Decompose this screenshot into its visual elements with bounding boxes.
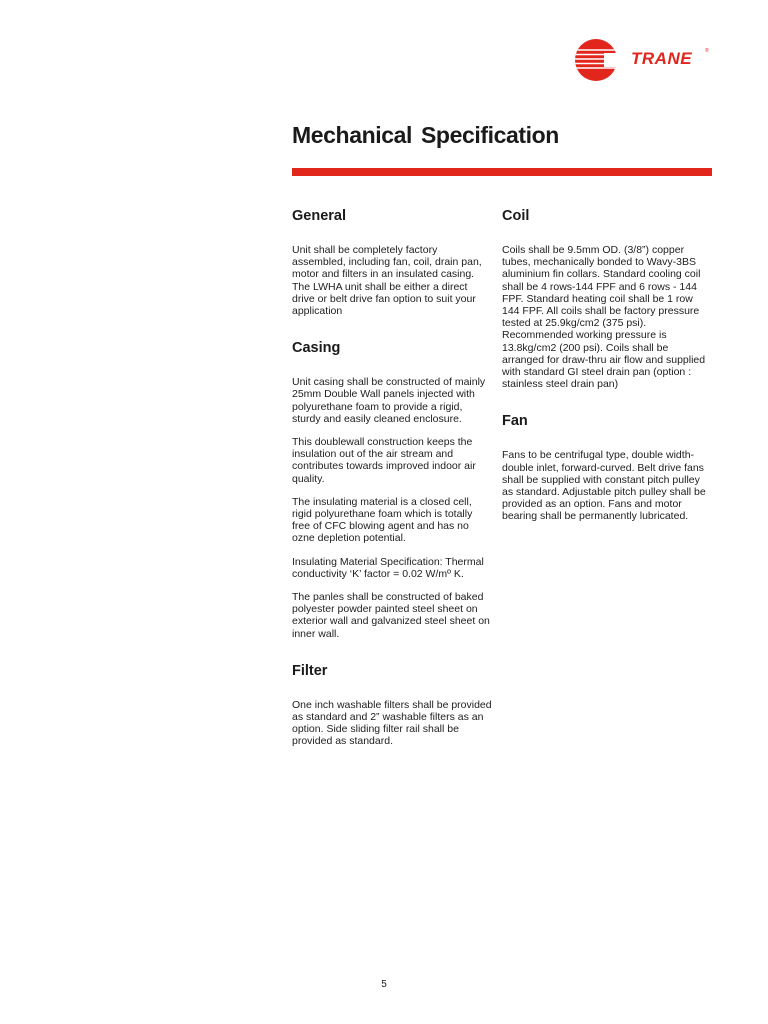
left-column — [292, 206, 492, 748]
section-heading-fan: Fan — [502, 413, 528, 430]
right-column — [502, 206, 712, 523]
section-heading-coil: Coil — [502, 208, 530, 224]
section-heading-general: General — [292, 208, 346, 224]
trane-logo-mark — [574, 38, 628, 82]
registered-mark: ® — [705, 48, 709, 54]
page-number: 5 — [381, 979, 387, 990]
title-rule — [292, 168, 712, 176]
filter-paragraph: One inch washable filters shall be provided as standard and 2” washable filters as an option. Side sliding filter rail shall be provided as standard. — [292, 698, 492, 748]
casing-paragraph-2: This doublewall construction keeps the insulation out of the air stream and contributes towards improved indoor air quality. — [292, 436, 476, 485]
general-paragraph: Unit shall be completely factory assembled, including fan, coil, drain pan, motor and filters in an insulated casing. The LWHA unit shall be either a direct drive or belt drive fan option to suit your application — [292, 244, 482, 318]
casing-paragraph-4: Insulating Material Specification: Thermal conductivity ‘K’ factor = 0.02 W/mº K. — [292, 555, 484, 580]
trane-logo — [574, 38, 714, 82]
coil-paragraph: Coils shall be 9.5mm OD. (3/8”) copper tubes, mechanically bonded to Wavy-3BS aluminium fin collars. Standard cooling coil shall be 4 rows-144 FPF and 6 rows - 144 FPF. Standard heating coil shall be 1 row 144 FPF. All coils shall be factory pressure tested at 25.9kg/cm2 (375 psi). Recommended working pressure is 13.8kg/cm2 (200 psi). Coils shall be arranged for draw-thru air flow and supplied with standard GI steel drain pan (option : stainless steel drain pan) — [502, 244, 706, 391]
casing-paragraph-5: The panles shall be constructed of baked polyester powder painted steel sheet on exterior wall and galvanized steel sheet on inner wall. — [292, 591, 490, 640]
section-heading-filter: Filter — [292, 662, 328, 679]
casing-paragraph-1: Unit casing shall be constructed of mainly 25mm Double Wall panels injected with polyurethane foam to provide a rigid, sturdy and easily cleaned enclosure. — [292, 376, 486, 425]
fan-paragraph: Fans to be centrifugal type, double width-double inlet, forward-curved. Belt drive fans shall be supplied with constant pitch pulley as standard. Adjustable pitch pulley shall be provided as an option. Fans and motor bearing shall be permanently lubricated. — [502, 449, 706, 523]
casing-paragraph-3: The insulating material is a closed cell, rigid polyurethane foam which is totally free of CFC blowing agent and has no ozne depletion potential. — [292, 495, 473, 545]
section-heading-casing: Casing — [292, 340, 341, 357]
brand-wordmark: TRANE — [631, 49, 693, 68]
page-title: Mechanical Specification — [292, 122, 559, 148]
